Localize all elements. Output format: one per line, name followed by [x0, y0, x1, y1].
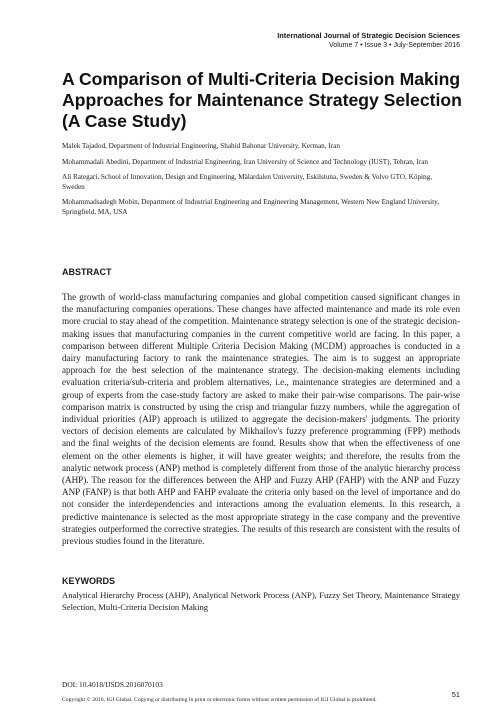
article-title: A Comparison of Multi-Criteria Decision Making Approaches for Maintenance Strategy Selection (A Case Study) — [62, 69, 462, 131]
journal-issue: Volume 7 • Issue 3 • July-September 2016 — [329, 42, 460, 49]
journal-name: International Journal of Strategic Decision Sciences — [277, 31, 460, 40]
page-number: 51 — [451, 690, 460, 699]
author-affiliation: Mohammadali Abedini, Department of Industrial Engineering, Iran University of Science and Technology (IUST), Tehran, Iran — [62, 157, 428, 166]
keywords-heading: KEYWORDS — [62, 576, 116, 586]
abstract-text: The growth of world-class manufacturing companies and global competition caused significant changes in the manufacturing companies operations. These changes have affected maintenance and made its role even more crucial to stay ahead of the competition. Maintenance strategy selection is one of the strategic decision-making issues that manufacturing companies in the current competitive world are facing. In this paper, a comparison between different Multiple Criteria Decision Making (MCDM) approaches is conducted in a dairy manufacturing factory to rank the maintenance strategies. The aim is to suggest an appropriate approach for the best selection of the maintenance strategy. The decision-making elements including evaluation criteria/sub-criteria and problem alternatives, i.e., maintenance strategies are determined and a group of experts from the case-study factory are asked to make their pair-wise comparisons. The pair-wise comparison matrix is constructed by using the crisp and triangular fuzzy numbers, while the aggregation of individual priorities (AIP) approach is utilized to aggregate the decision-makers' judgments. The priority vectors of decision elements are calculated by Mikhailov's fuzzy preference programming (FPP) methods and the final weights of the decision elements are found. Results show that when the effectiveness of one element on the other elements is higher, it will have greater weights; and therefore, the results from the analytic network process (ANP) method is completely different from those of the analytic hierarchy process (AHP). The reason for the differences between the AHP and Fuzzy AHP (FAHP) with the ANP and Fuzzy ANP (FANP) is that both AHP and FAHP evaluate the criteria only based on the level of importance and do not consider the interdependencies and interactions among the evaluation elements. In this research, a predictive maintenance is selected as the most appropriate strategy in the case company and the preventive strategies outperformed the corrective strategies. The results of this research are consistent with the results of previous studies found in the literature. — [62, 292, 460, 547]
author-list — [62, 142, 452, 224]
keywords-text: Analytical Hierarchy Process (AHP), Analytical Network Process (ANP), Fuzzy Set Theory, Maintenance Strategy Selection, Multi-Criteria Decision Making — [62, 590, 460, 612]
doi[interactable]: DOI: 10.4018/IJSDS.2016070103 — [62, 680, 163, 689]
author-affiliation: Mohammadsadegh Mobin, Department of Industrial Engineering and Engineering Management, Western New England University, Springfield, MA, USA — [62, 198, 440, 216]
copyright-notice: Copyright © 2016, IGI Global. Copying or distributing in print or electronic forms without written permission of IGI Global is prohibited. — [62, 697, 377, 703]
abstract-heading: ABSTRACT — [62, 267, 112, 277]
journal-header — [277, 31, 460, 51]
author-affiliation: Malek Tajadod, Department of Industrial Engineering, Shahid Bahonar University, Kerman, Iran — [62, 142, 340, 150]
author-affiliation: Ali Rategari, School of Innovation, Design and Engineering, Mälardalen University, Eskilstuna, Sweden & Volvo GTO, Köping, Sweden — [62, 173, 433, 191]
